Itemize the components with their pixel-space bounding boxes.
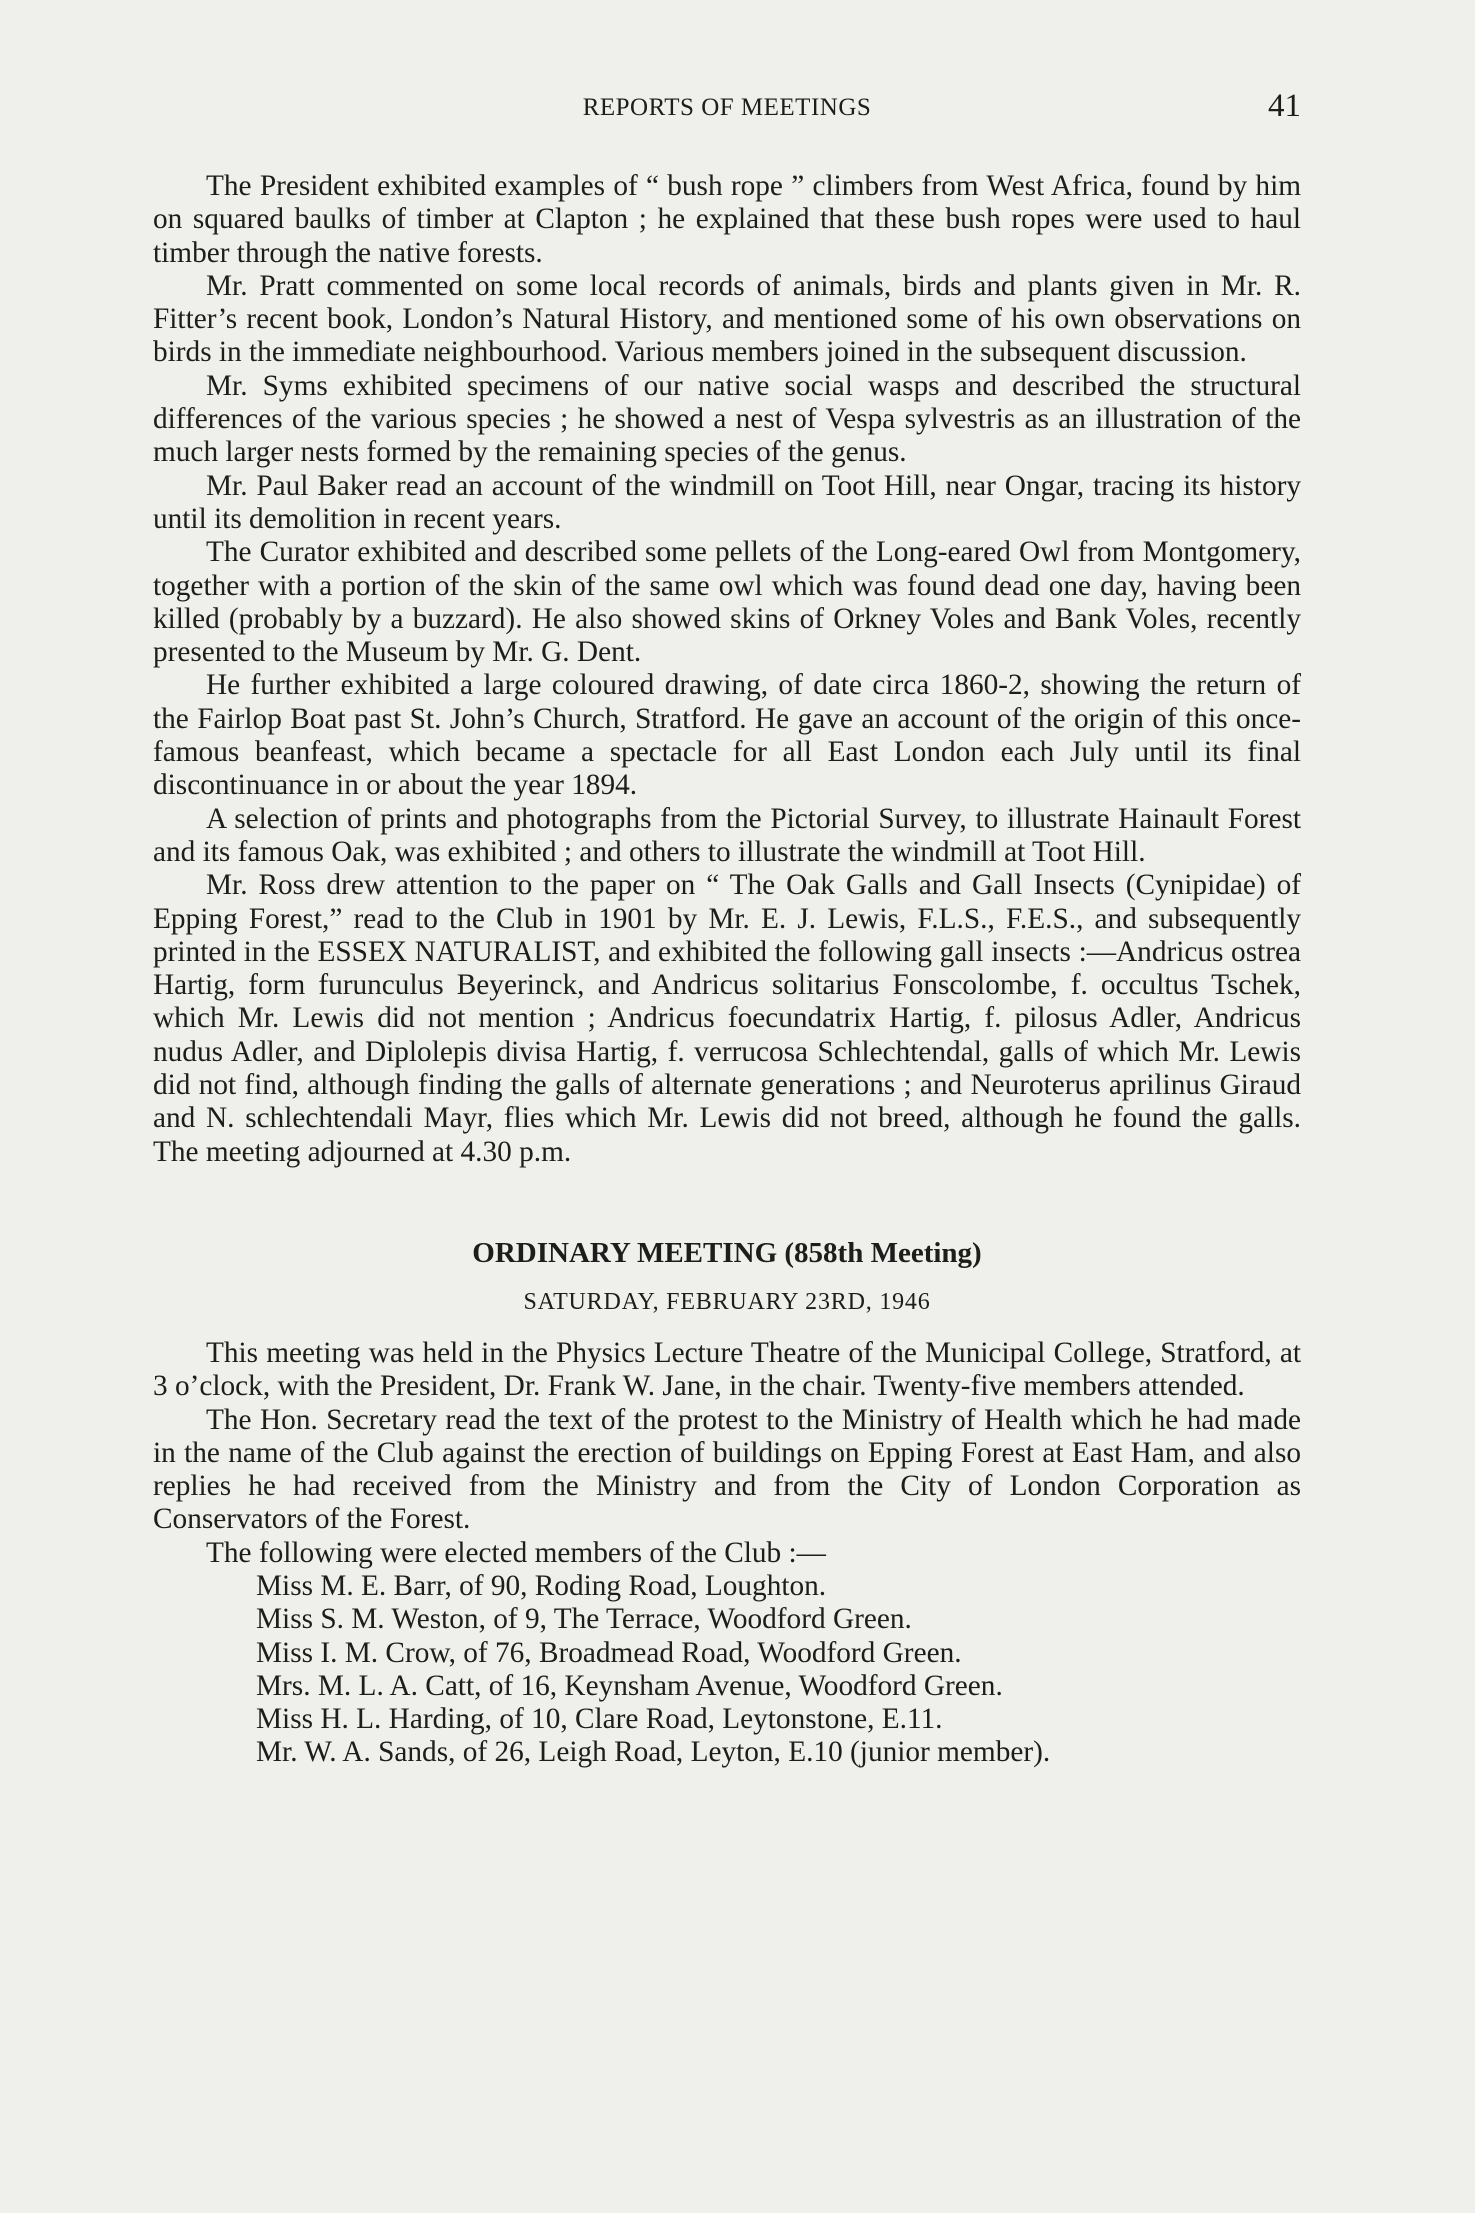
page-body	[153, 170, 1301, 1770]
elected-members-list	[153, 1570, 1301, 1770]
report-paragraph: Mr. Syms exhibited specimens of our native social wasps and described the structural differences of the various species ; he showed a nest of Vespa sylvestris as an illustration of the much larger nests formed by the remaining species of the genus.	[153, 369, 1301, 469]
report-paragraph: The President exhibited examples of “ bush rope ” climbers from West Africa, found by him on squared baulks of timber at Clapton ; he explained that these bush ropes were used to haul timber through the native forests.	[153, 170, 1301, 269]
report-paragraph: The Curator exhibited and described some pellets of the Long-eared Owl from Montgomery, together with a portion of the skin of the same owl which was found dead one day, having been killed (probably by a buzzard). He also showed skins of Orkney Voles and Bank Voles, recently presented to the Museum by Mr. G. Dent.	[153, 536, 1301, 669]
report-paragraph: Mr. Pratt commented on some local records of animals, birds and plants given in Mr. R. Fitter’s recent book, London’s Natural History, and mentioned some of his own observations on birds in the immediate neighbourhood. Various members joined in the subsequent discussion.	[153, 269, 1301, 369]
meeting-heading: ORDINARY MEETING (858th Meeting)	[472, 1236, 982, 1269]
running-title: REPORTS OF MEETINGS	[582, 94, 872, 121]
report-paragraph: A selection of prints and photographs from the Pictorial Survey, to illustrate Hainault Forest and its famous Oak, was exhibited ; and others to illustrate the windmill at Toot Hill.	[153, 802, 1301, 868]
member-entry: Miss M. E. Barr, of 90, Roding Road, Loughton.	[256, 1569, 827, 1602]
running-head	[153, 88, 1301, 132]
meeting-paragraph: This meeting was held in the Physics Lecture Theatre of the Municipal College, Stratford, at 3 o’clock, with the President, Dr. Frank W. Jane, in the chair. Twenty-five members attended.	[153, 1336, 1301, 1403]
page-number: 41	[1268, 88, 1301, 124]
member-entry: Mrs. M. L. A. Catt, of 16, Keynsham Avenue, Woodford Green.	[256, 1669, 1003, 1702]
member-entry: Mr. W. A. Sands, of 26, Leigh Road, Leyton, E.10 (junior member).	[256, 1736, 1051, 1769]
report-paragraph: Mr. Paul Baker read an account of the windmill on Toot Hill, near Ongar, tracing its history until its demolition in recent years.	[153, 469, 1301, 535]
member-entry: Miss I. M. Crow, of 76, Broadmead Road, Woodford Green.	[256, 1636, 962, 1669]
meeting-date: SATURDAY, FEBRUARY 23RD, 1946	[523, 1288, 931, 1315]
report-paragraph: He further exhibited a large coloured drawing, of date circa 1860-2, showing the return of the Fairlop Boat past St. John’s Church, Stratford. He gave an account of the origin of this once-famous beanfeast, which became a spectacle for all East London each July until its final discontinuance in or about the year 1894.	[153, 669, 1301, 802]
member-entry: Miss H. L. Harding, of 10, Clare Road, Leytonstone, E.11.	[256, 1703, 943, 1736]
member-entry: Miss S. M. Weston, of 9, The Terrace, Woodford Green.	[256, 1603, 912, 1636]
report-paragraph: Mr. Ross drew attention to the paper on “ The Oak Galls and Gall Insects (Cynipidae) of Epping Forest,” read to the Club in 1901 by Mr. E. J. Lewis, F.L.S., F.E.S., and subsequently printed in the ESSEX NATURALIST, and exhibited the following gall insects :—Andricus ostrea Hartig, form furunculus Beyerinck, and Andricus solitarius Fonscolombe, f. occultus Tschek, which Mr. Lewis did not mention ; Andricus foecundatrix Hartig, f. pilosus Adler, Andricus nudus Adler, and Diplolepis divisa Hartig, f. verrucosa Schlechtendal, galls of which Mr. Lewis did not find, although finding the galls of alternate generations ; and Neuroterus aprilinus Giraud and N. schlechtendali Mayr, flies which Mr. Lewis did not breed, although he found the galls. The meeting adjourned at 4.30 p.m.	[153, 869, 1301, 1168]
meeting-paragraph: The following were elected members of the Club :—	[206, 1536, 826, 1569]
meeting-paragraph: The Hon. Secretary read the text of the protest to the Ministry of Health which he had made in the name of the Club against the erection of buildings on Epping Forest at East Ham, and also replies he had received from the Ministry and from the City of London Corporation as Conservators of the Forest.	[153, 1403, 1301, 1536]
